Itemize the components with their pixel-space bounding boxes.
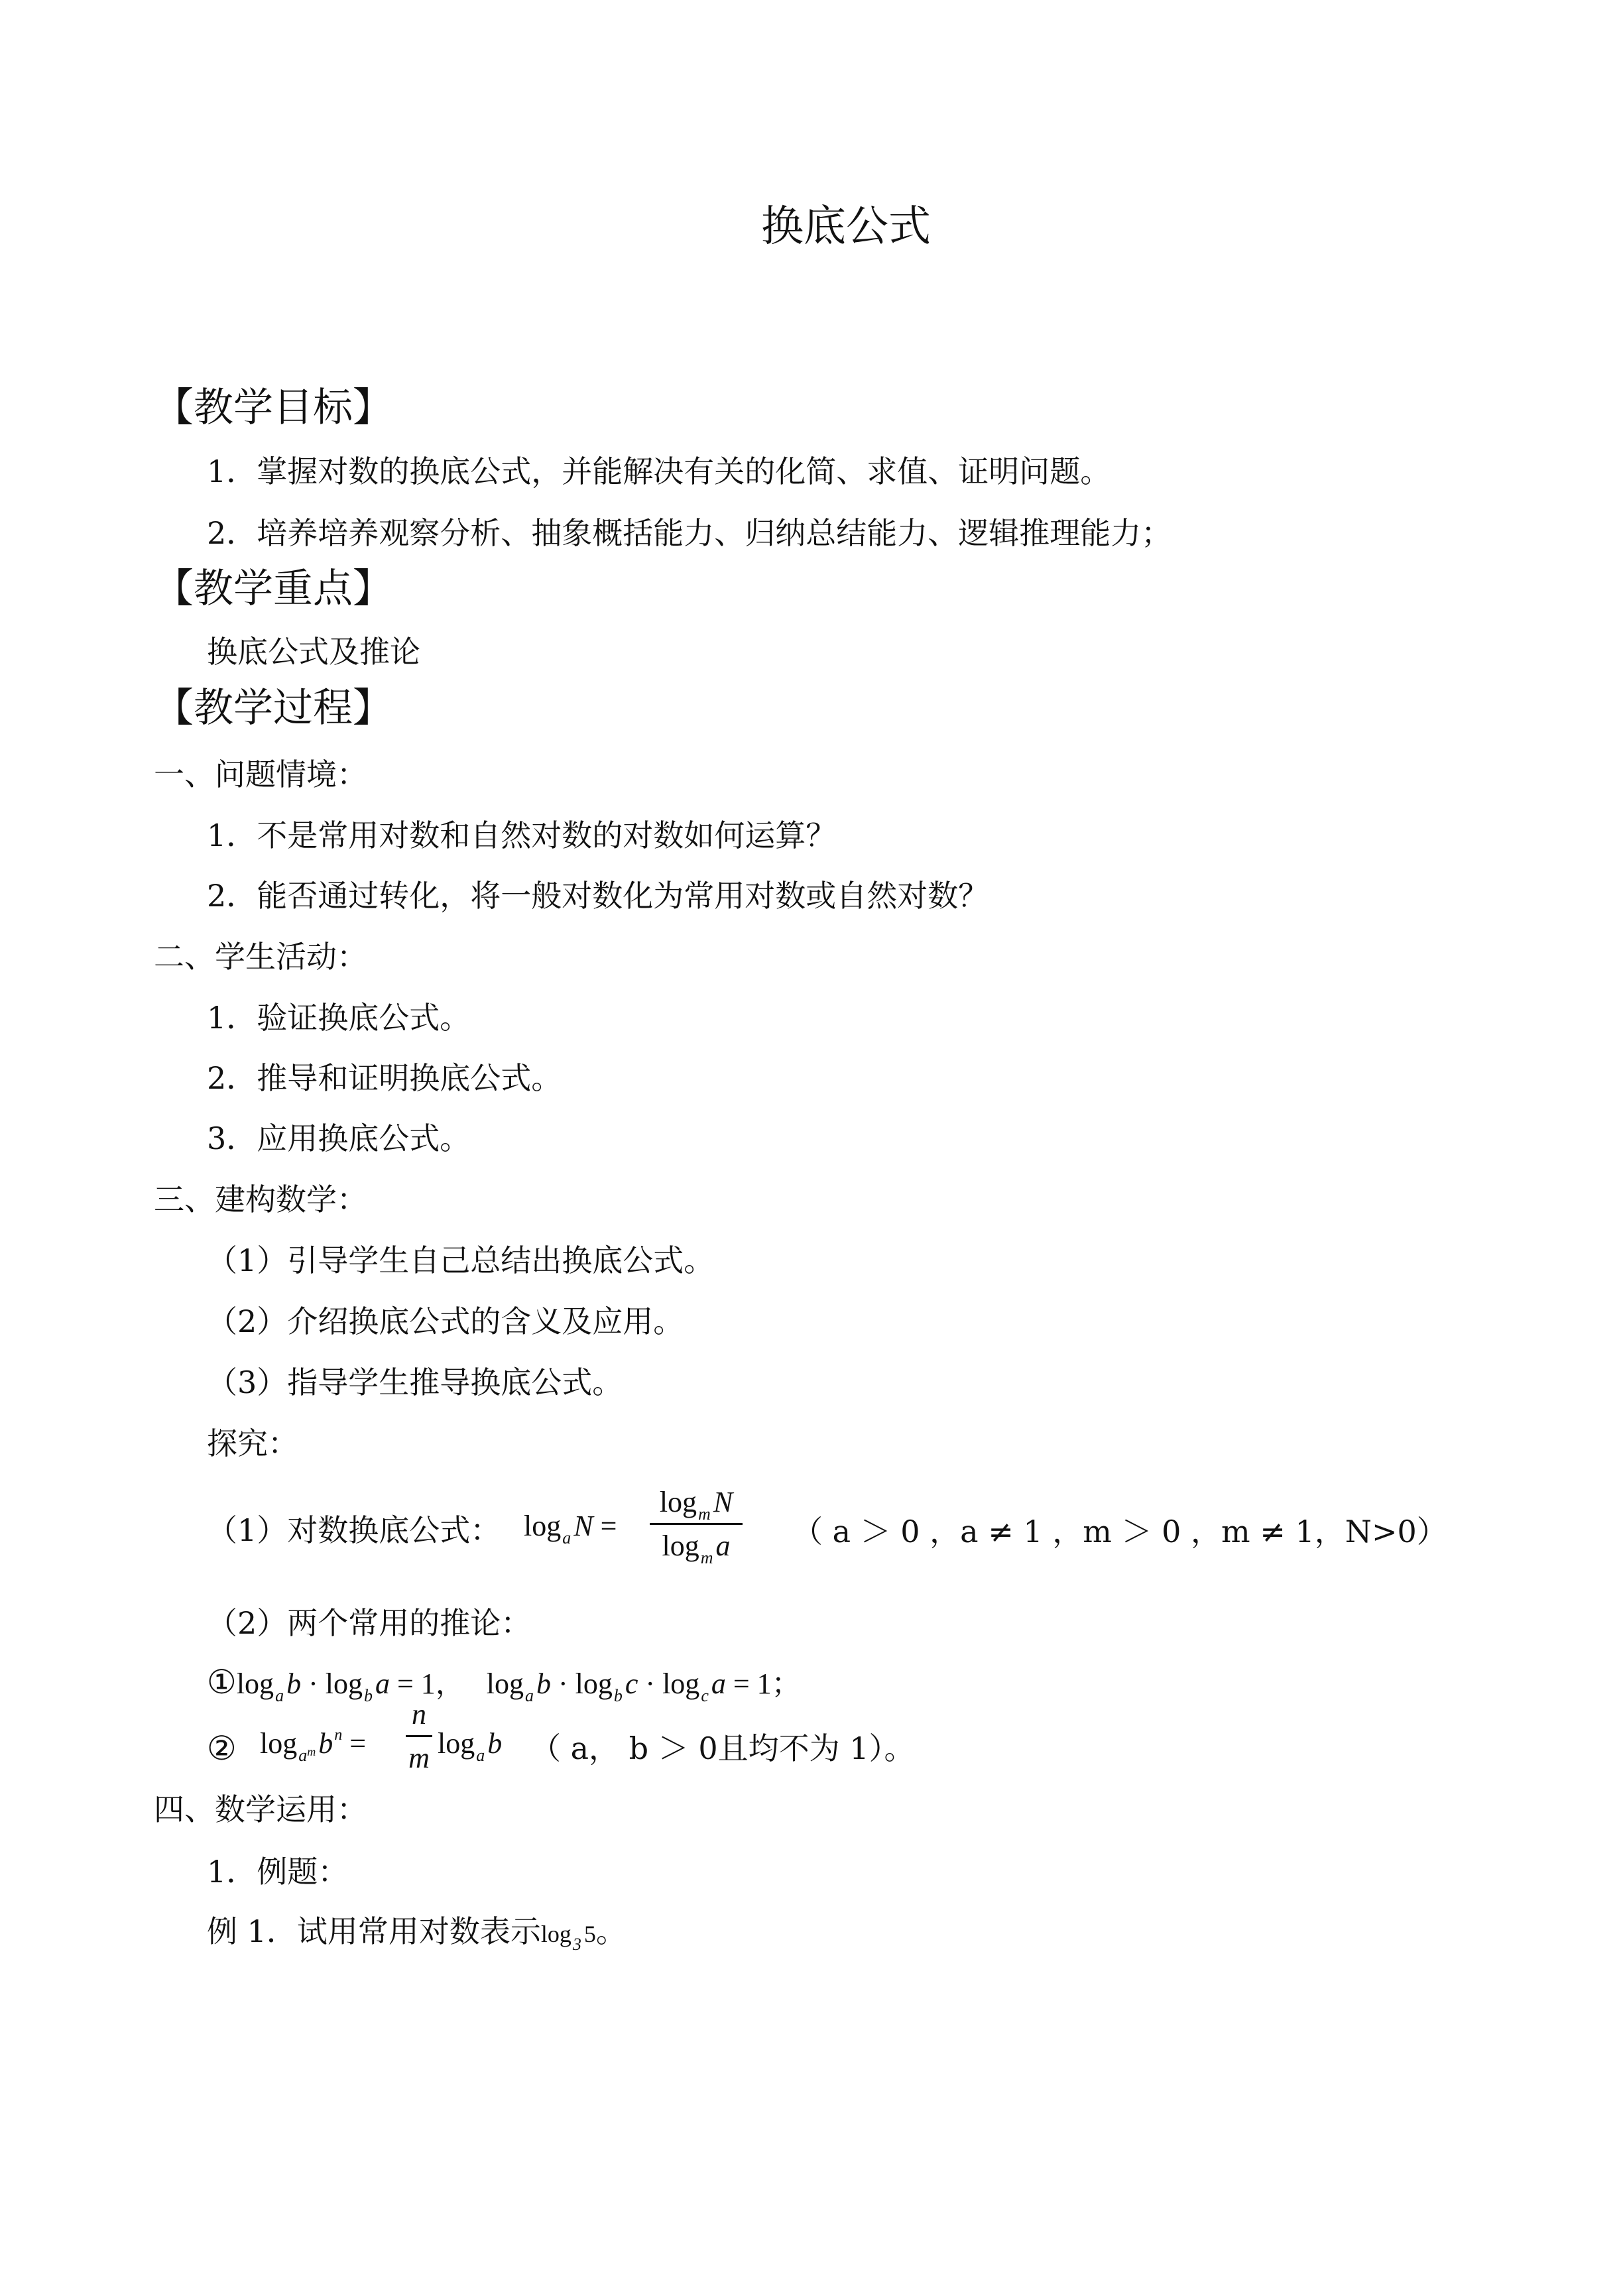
formula1-lhs: $\log_aN$ = — [524, 1510, 617, 1547]
part2-item-3: 3．应用换底公式。 — [207, 1120, 471, 1156]
part1-item-2: 2．能否通过转化，将一般对数化为常用对数或自然对数？ — [207, 878, 989, 914]
corollary-2-condition: （ a， b ＞ 0且均不为 1）。 — [530, 1730, 915, 1766]
explore-label: 探究： — [207, 1425, 298, 1461]
example-1-prefix: 例 1．试用常用对数表示 — [207, 1913, 541, 1949]
part1-title: 一、问题情境： — [154, 756, 367, 792]
formula1-condition: （ a ＞ 0 ，a ≠ 1 ，m ＞ 0 ，m ≠ 1，N>0） — [792, 1514, 1447, 1549]
example-1 — [207, 1913, 627, 1954]
goal-item-2: 2．培养培养观察分析、抽象概括能力、归纳总结能力、逻辑推理能力； — [207, 515, 1172, 551]
circled-two-icon: ② — [207, 1729, 237, 1768]
part1-item-1: 1．不是常用对数和自然对数的对数如何运算？ — [207, 817, 837, 853]
part3-item-2: （2）介绍换底公式的含义及应用。 — [207, 1303, 684, 1339]
example-1-formula: $\log_3 5$ — [540, 1921, 596, 1954]
example-heading: 1．例题： — [207, 1854, 349, 1890]
corollary-2 — [207, 1729, 237, 1768]
corollary-2-lhs: $\log_{a^m}b^n$ = — [260, 1726, 367, 1765]
formula1-fraction: $\log_mN$ $\log_ma$ — [650, 1485, 743, 1563]
page-title: 换底公式 — [761, 202, 931, 251]
formula2-label: （2）两个常用的推论： — [207, 1605, 532, 1641]
corollary-2-fraction: n m — [406, 1697, 432, 1775]
focus-text: 换底公式及推论 — [207, 634, 420, 670]
formula1-label: （1）对数换底公式： — [207, 1512, 501, 1548]
goals-heading: 【教学目标】 — [154, 385, 392, 431]
corollary-2-rhs: $\log_ab$ — [438, 1727, 503, 1765]
focus-heading: 【教学重点】 — [154, 566, 392, 612]
goal-item-1: 1．掌握对数的换底公式，并能解决有关的化简、求值、证明问题。 — [207, 453, 1111, 489]
corollary-1: $①\log_ab \cdot \log_ba = 1$， $\log_ab \cdot \log_bc \cdot \log_ca = 1$； — [207, 1663, 801, 1705]
process-heading: 【教学过程】 — [154, 685, 392, 731]
part3-item-1: （1）引导学生自己总结出换底公式。 — [207, 1242, 715, 1278]
circled-one-icon: ① — [207, 1663, 237, 1701]
part3-title: 三、建构数学： — [154, 1181, 367, 1217]
part4-title: 四、数学运用： — [154, 1791, 367, 1827]
example-1-suffix: 。 — [595, 1913, 627, 1949]
part3-item-3: （3）指导学生推导换底公式。 — [207, 1364, 623, 1400]
part2-title: 二、学生活动： — [154, 939, 367, 975]
part2-item-2: 2．推导和证明换底公式。 — [207, 1060, 562, 1096]
part2-item-1: 1．验证换底公式。 — [207, 1000, 471, 1036]
